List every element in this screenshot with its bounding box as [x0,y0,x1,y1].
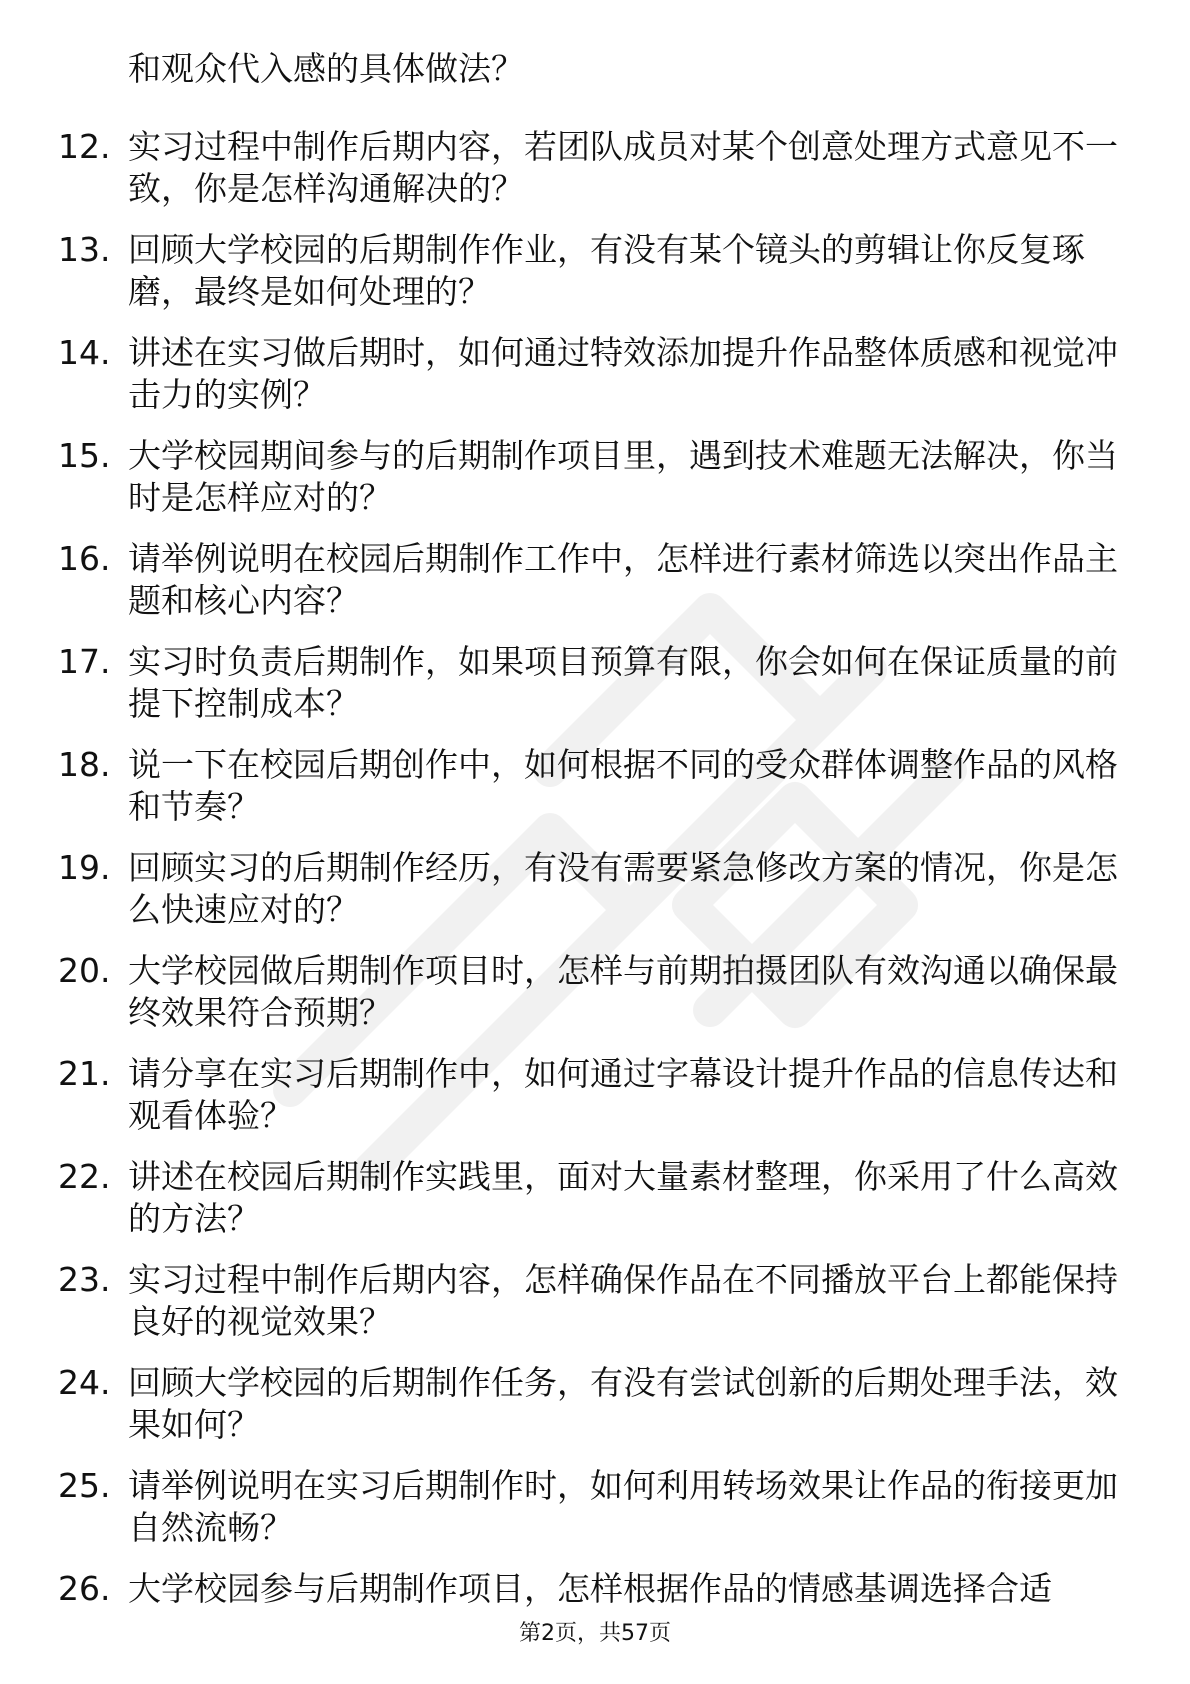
list-item [0,538,1190,641]
question-number: 17. [58,642,111,681]
question-number: 21. [58,1054,111,1093]
question-text: 大学校园参与后期制作项目，怎样根据作品的情感基调选择合适 [128,1569,1052,1608]
list-item [0,435,1190,538]
question-text: 请分享在实习后期制作中，如何通过字幕设计提升作品的信息传达和观看体验？ [128,1054,1118,1135]
question-text: 实习时负责后期制作，如果项目预算有限，你会如何在保证质量的前提下控制成本？ [128,642,1118,723]
question-text: 实习过程中制作后期内容，怎样确保作品在不同播放平台上都能保持良好的视觉效果？ [128,1260,1118,1341]
question-number: 13. [58,230,111,269]
question-text: 大学校园期间参与的后期制作项目里，遇到技术难题无法解决，你当时是怎样应对的？ [128,436,1118,517]
question-text: 讲述在校园后期制作实践里，面对大量素材整理，你采用了什么高效的方法？ [128,1157,1118,1238]
list-item [0,1362,1190,1465]
question-text: 回顾大学校园的后期制作作业，有没有某个镜头的剪辑让你反复琢磨，最终是如何处理的？ [128,230,1085,311]
question-number: 26. [58,1569,111,1608]
question-number: 19. [58,848,111,887]
list-item [0,1465,1190,1568]
page-footer: 第2页，共57页 [519,1621,671,1646]
list-item [0,641,1190,744]
list-item [0,1259,1190,1362]
question-number: 20. [58,951,111,990]
question-text: 回顾大学校园的后期制作任务，有没有尝试创新的后期处理手法，效果如何？ [128,1363,1118,1444]
list-item [0,950,1190,1053]
question-text: 说一下在校园后期创作中，如何根据不同的受众群体调整作品的风格和节奏？ [128,745,1118,826]
list-item [0,847,1190,950]
continuation-line: 和观众代入感的具体做法？ [128,49,524,88]
list-item [0,229,1190,332]
question-list [0,126,1190,1671]
list-item [0,1156,1190,1259]
question-text: 回顾实习的后期制作经历，有没有需要紧急修改方案的情况，你是怎么快速应对的？ [128,848,1118,929]
question-number: 16. [58,539,111,578]
question-text: 大学校园做后期制作项目时，怎样与前期拍摄团队有效沟通以确保最终效果符合预期？ [128,951,1118,1032]
list-item [0,744,1190,847]
question-number: 18. [58,745,111,784]
list-item [0,126,1190,229]
question-number: 24. [58,1363,111,1402]
question-number: 22. [58,1157,111,1196]
list-item [0,1053,1190,1156]
list-item [0,332,1190,435]
question-number: 14. [58,333,111,372]
question-text: 讲述在实习做后期时，如何通过特效添加提升作品整体质感和视觉冲击力的实例？ [128,333,1118,414]
question-text: 请举例说明在实习后期制作时，如何利用转场效果让作品的衔接更加自然流畅？ [128,1466,1118,1547]
question-text: 请举例说明在校园后期制作工作中，怎样进行素材筛选以突出作品主题和核心内容？ [128,539,1118,620]
question-number: 15. [58,436,111,475]
question-number: 25. [58,1466,111,1505]
question-text: 实习过程中制作后期内容，若团队成员对某个创意处理方式意见不一致，你是怎样沟通解决的？ [128,127,1118,208]
question-number: 12. [58,127,111,166]
question-number: 23. [58,1260,111,1299]
